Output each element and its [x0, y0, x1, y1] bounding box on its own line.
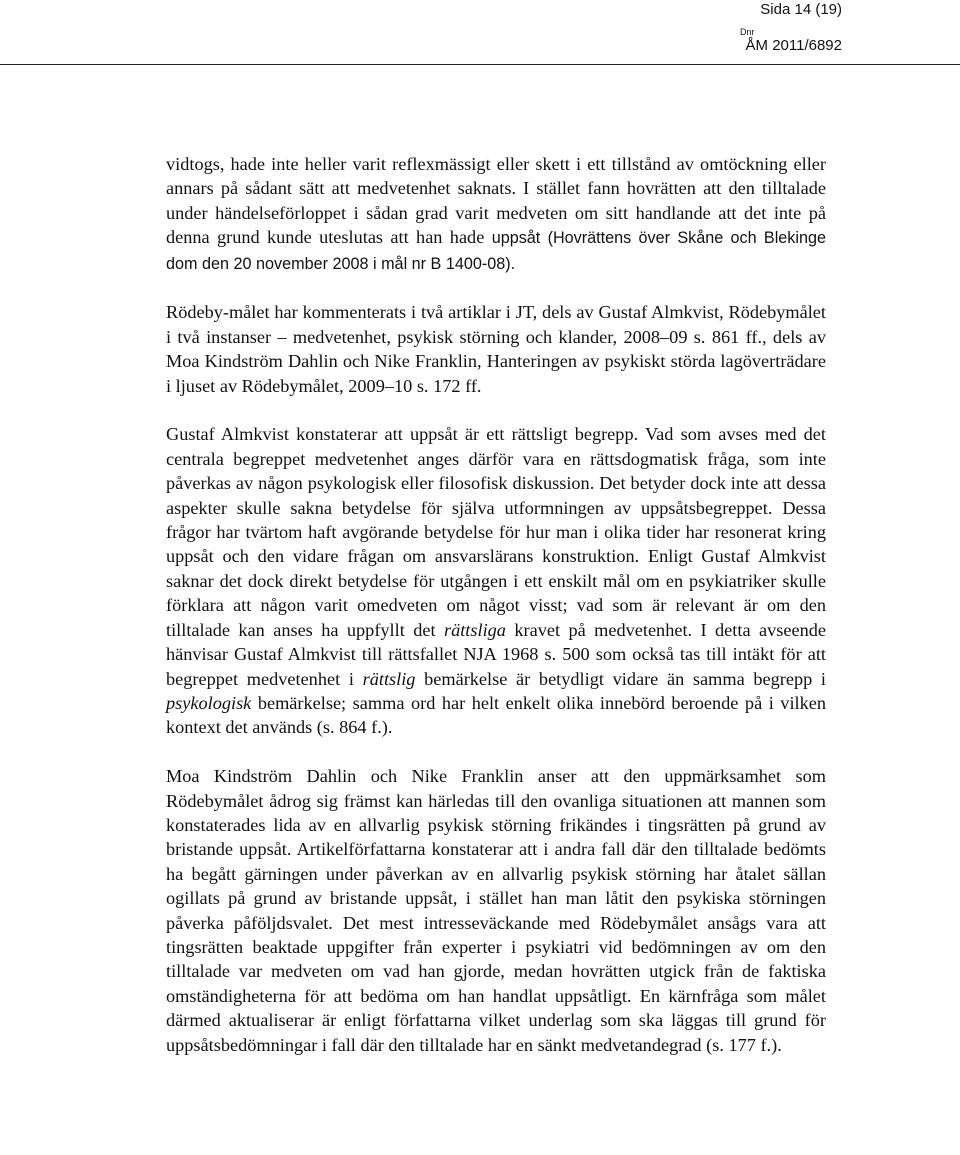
- dnr-value: ÅM 2011/6892: [745, 37, 842, 54]
- paragraph-3-part-2: kravet på medvetenhet. I detta avseende hänvisar Gustaf Almkvist till rättsfallet NJA 1968 s. 500 som också tas till intäkt för att begreppet medvetenhet i: [166, 619, 826, 689]
- dnr-label: Dnr: [740, 27, 755, 37]
- paragraph-2: Rödeby-målet har kommenterats i två artiklar i JT, dels av Gustaf Almkvist, Rödebymålet i två instanser – medvetenhet, psykisk störning och klander, 2008–09 s. 861 ff., dels av Moa Kindström Dahlin och Nike Franklin, Hanteringen av psykiskt störda lagöverträdare i ljuset av Rödebymålet, 2009–10 s. 172 ff.: [166, 302, 826, 396]
- paragraph-3-emphasis-2: rättslig: [362, 668, 416, 689]
- page-number: Sida 14 (19): [760, 1, 842, 18]
- document-body: [166, 152, 826, 1081]
- paragraph-4: Moa Kindström Dahlin och Nike Franklin anser att den uppmärksamhet som Rödebymålet ådrog sig främst kan härledas till den ovanliga situationen att mannen som konstaterades lida av en allvarlig psykisk störning frikändes i tingsrätten på grund av bristande uppsåt. Artikelförfattarna konstaterar att i andra fall där den tilltalade bedömts ha begått gärningen under påverkan av en allvarlig psykisk störning har åtalet sällan ogillats på grund av bristande uppsåt, i stället han man låtit den psykiska störningen påverka påföljdsvalet. Det mest intresseväckande med Rödebymålet ansågs vara att tingsrätten beaktade uppgifter från experter i psykiatri vid bedömningen av om den tilltalade var medveten om vad han gjorde, medan hovrätten utgick från de faktiska omständigheterna för att bedöma om han handlat uppsåtligt. En kärnfråga som målet därmed aktualiserar är enligt författarna vilket underlag som ska läggas till grund för uppsåtsbedömningar i fall där den tilltalade har en sänkt medvetandegrad (s. 177 f.).: [166, 766, 826, 1055]
- paragraph-3: [166, 422, 826, 739]
- paragraph-3-emphasis-1: rättsliga: [443, 619, 506, 640]
- paragraph-3-part-4: bemärkelse; samma ord har helt enkelt olika innebörd beroende på i vilken kontext det används (s. 864 f.).: [166, 692, 826, 738]
- paragraph-1-sans-text: uppsåt (Hovrättens över Skåne och Blekinge dom den 20 november 2008 i mål nr B 1400-08).: [166, 229, 826, 273]
- paragraph-1: [166, 152, 826, 276]
- header-rule: [0, 64, 960, 65]
- paragraph-3-part-1: Gustaf Almkvist konstaterar att uppsåt är ett rättsligt begrepp. Vad som avses med det centrala begreppet medvetenhet anges därför vara en rättsdogmatisk fråga, som inte påverkas av någon psykologisk eller filosofisk diskussion. Det betyder dock inte att dessa aspekter skulle sakna betydelse för själva utformningen av uppsåtsbegreppet. Dessa frågor har tvärtom haft avgörande betydelse för hur man i olika tider har resonerat kring uppsåt och den vidare frågan om ansvarslärans konstruktion. Enligt Gustaf Almkvist saknar det dock direkt betydelse för utgången i ett enskilt mål om en psykiatriker skulle förklara att någon varit omedveten om något visst; vad som är relevant är om den tilltalade kan anses ha uppfyllt det: [166, 424, 826, 640]
- paragraph-1-serif-text: vidtogs, hade inte heller varit reflexmässigt eller skett i ett tillstånd av omtöckning eller annars på sådant sätt att medvetenhet saknats. I stället fann hovrätten att den tilltalade under händelseförloppet i sådan grad varit medveten om sitt handlande att det inte på denna grund kunde uteslutas att han hade: [166, 154, 826, 248]
- paragraph-3-part-3: bemärkelse är betydligt vidare än samma begrepp i: [415, 668, 827, 689]
- paragraph-3-emphasis-3: psykologisk: [166, 692, 252, 713]
